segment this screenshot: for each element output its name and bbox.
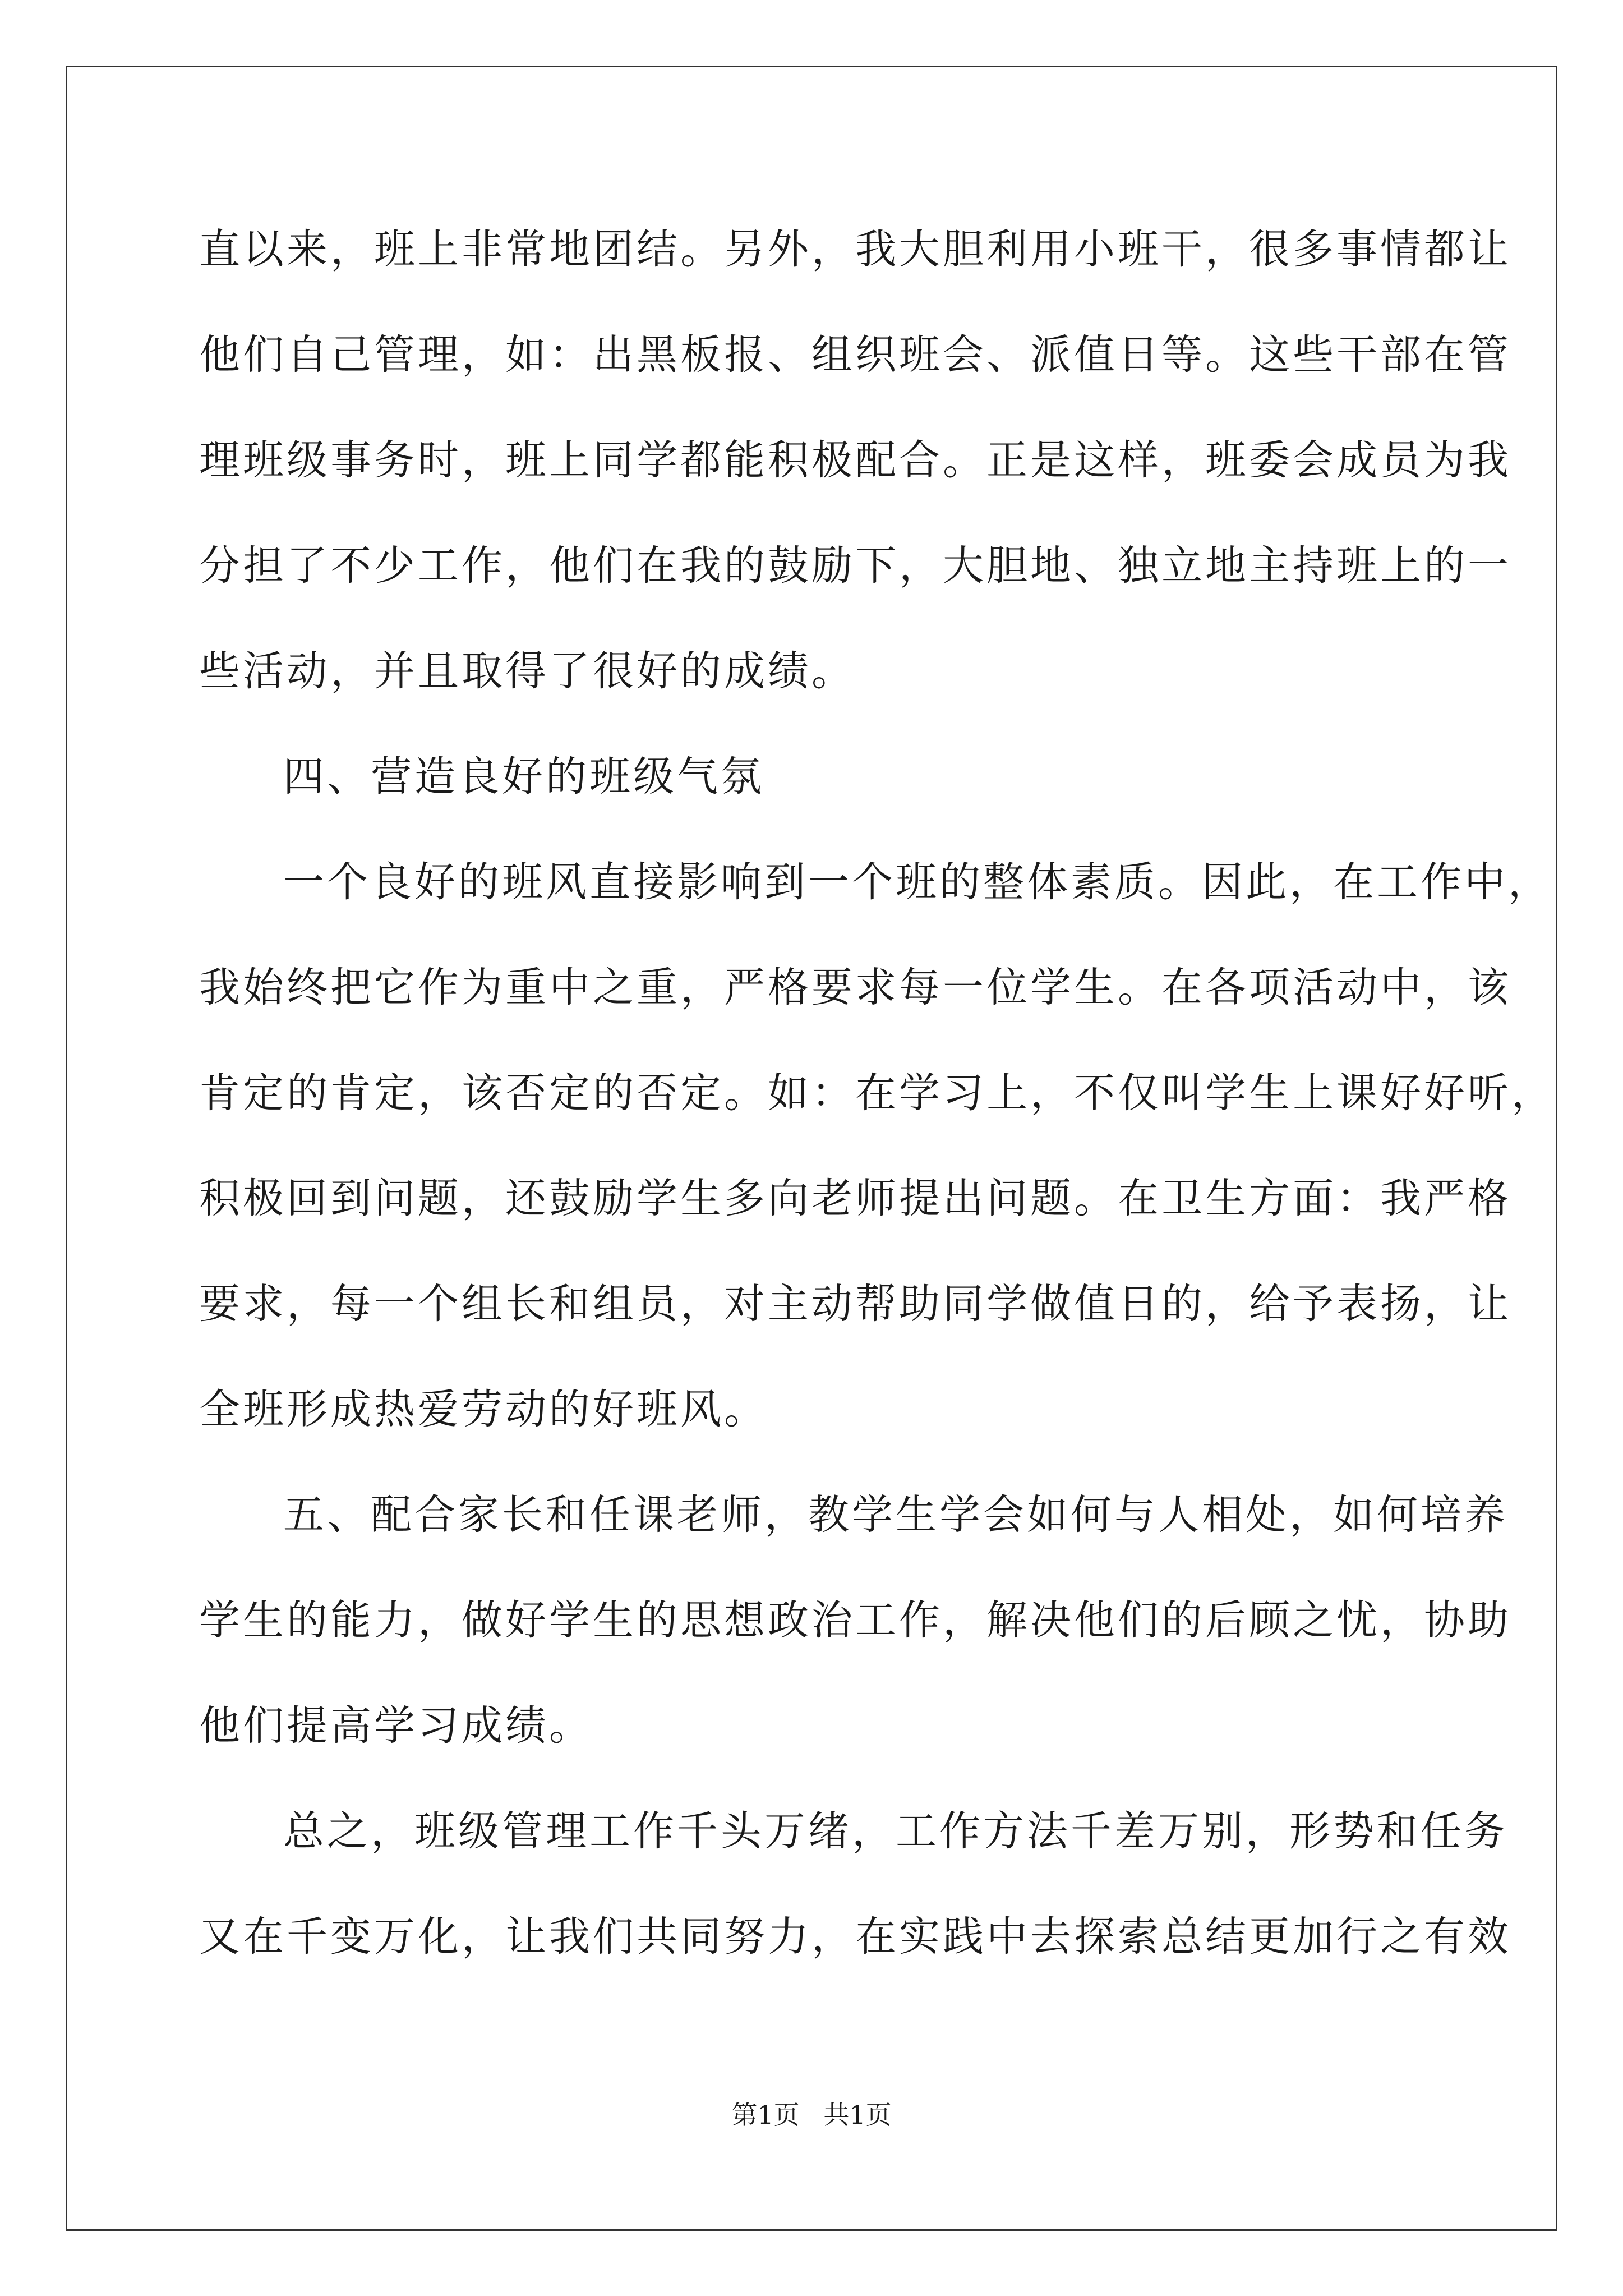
text-line: 又在千变万化，让我们共同努力，在实践中去探索总结更加行之有效 <box>199 1913 1511 1961</box>
page-footer <box>0 2098 1623 2132</box>
text-line: 他们自己管理，如：出黑板报、组织班会、派值日等。这些干部在管 <box>199 331 1511 379</box>
page-total: 共1页 <box>823 2100 892 2130</box>
text-line: 一个良好的班风直接影响到一个班的整体素质。因此，在工作中， <box>283 858 1552 906</box>
section-heading: 五、配合家长和任课老师，教学生学会如何与人相处，如何培养 <box>283 1491 1508 1539</box>
text-line: 肯定的肯定，该否定的否定。如：在学习上，不仅叫学生上课好好听， <box>199 1069 1555 1117</box>
text-line: 直以来，班上非常地团结。另外，我大胆利用小班干，很多事情都让 <box>199 226 1511 273</box>
text-line: 些活动，并且取得了很好的成绩。 <box>199 647 855 695</box>
page-number: 第1页 <box>731 2100 800 2130</box>
text-line: 我始终把它作为重中之重，严格要求每一位学生。在各项活动中，该 <box>199 964 1511 1011</box>
text-line: 要求，每一个组长和组员，对主动帮助同学做值日的，给予表扬，让 <box>199 1280 1511 1328</box>
text-line: 他们提高学习成绩。 <box>199 1702 593 1750</box>
text-line: 全班形成热爱劳动的好班风。 <box>199 1386 768 1433</box>
text-line: 分担了不少工作，他们在我的鼓励下，大胆地、独立地主持班上的一 <box>199 542 1511 590</box>
text-line: 学生的能力，做好学生的思想政治工作，解决他们的后顾之忧，协助 <box>199 1596 1511 1644</box>
document-body <box>199 216 1555 2009</box>
text-line: 总之，班级管理工作千头万绪，工作方法千差万别，形势和任务 <box>283 1807 1508 1855</box>
section-heading: 四、营造良好的班级气氛 <box>283 753 764 800</box>
text-line: 理班级事务时，班上同学都能积极配合。正是这样，班委会成员为我 <box>199 436 1511 484</box>
text-line: 积极回到问题，还鼓励学生多向老师提出问题。在卫生方面：我严格 <box>199 1175 1511 1222</box>
